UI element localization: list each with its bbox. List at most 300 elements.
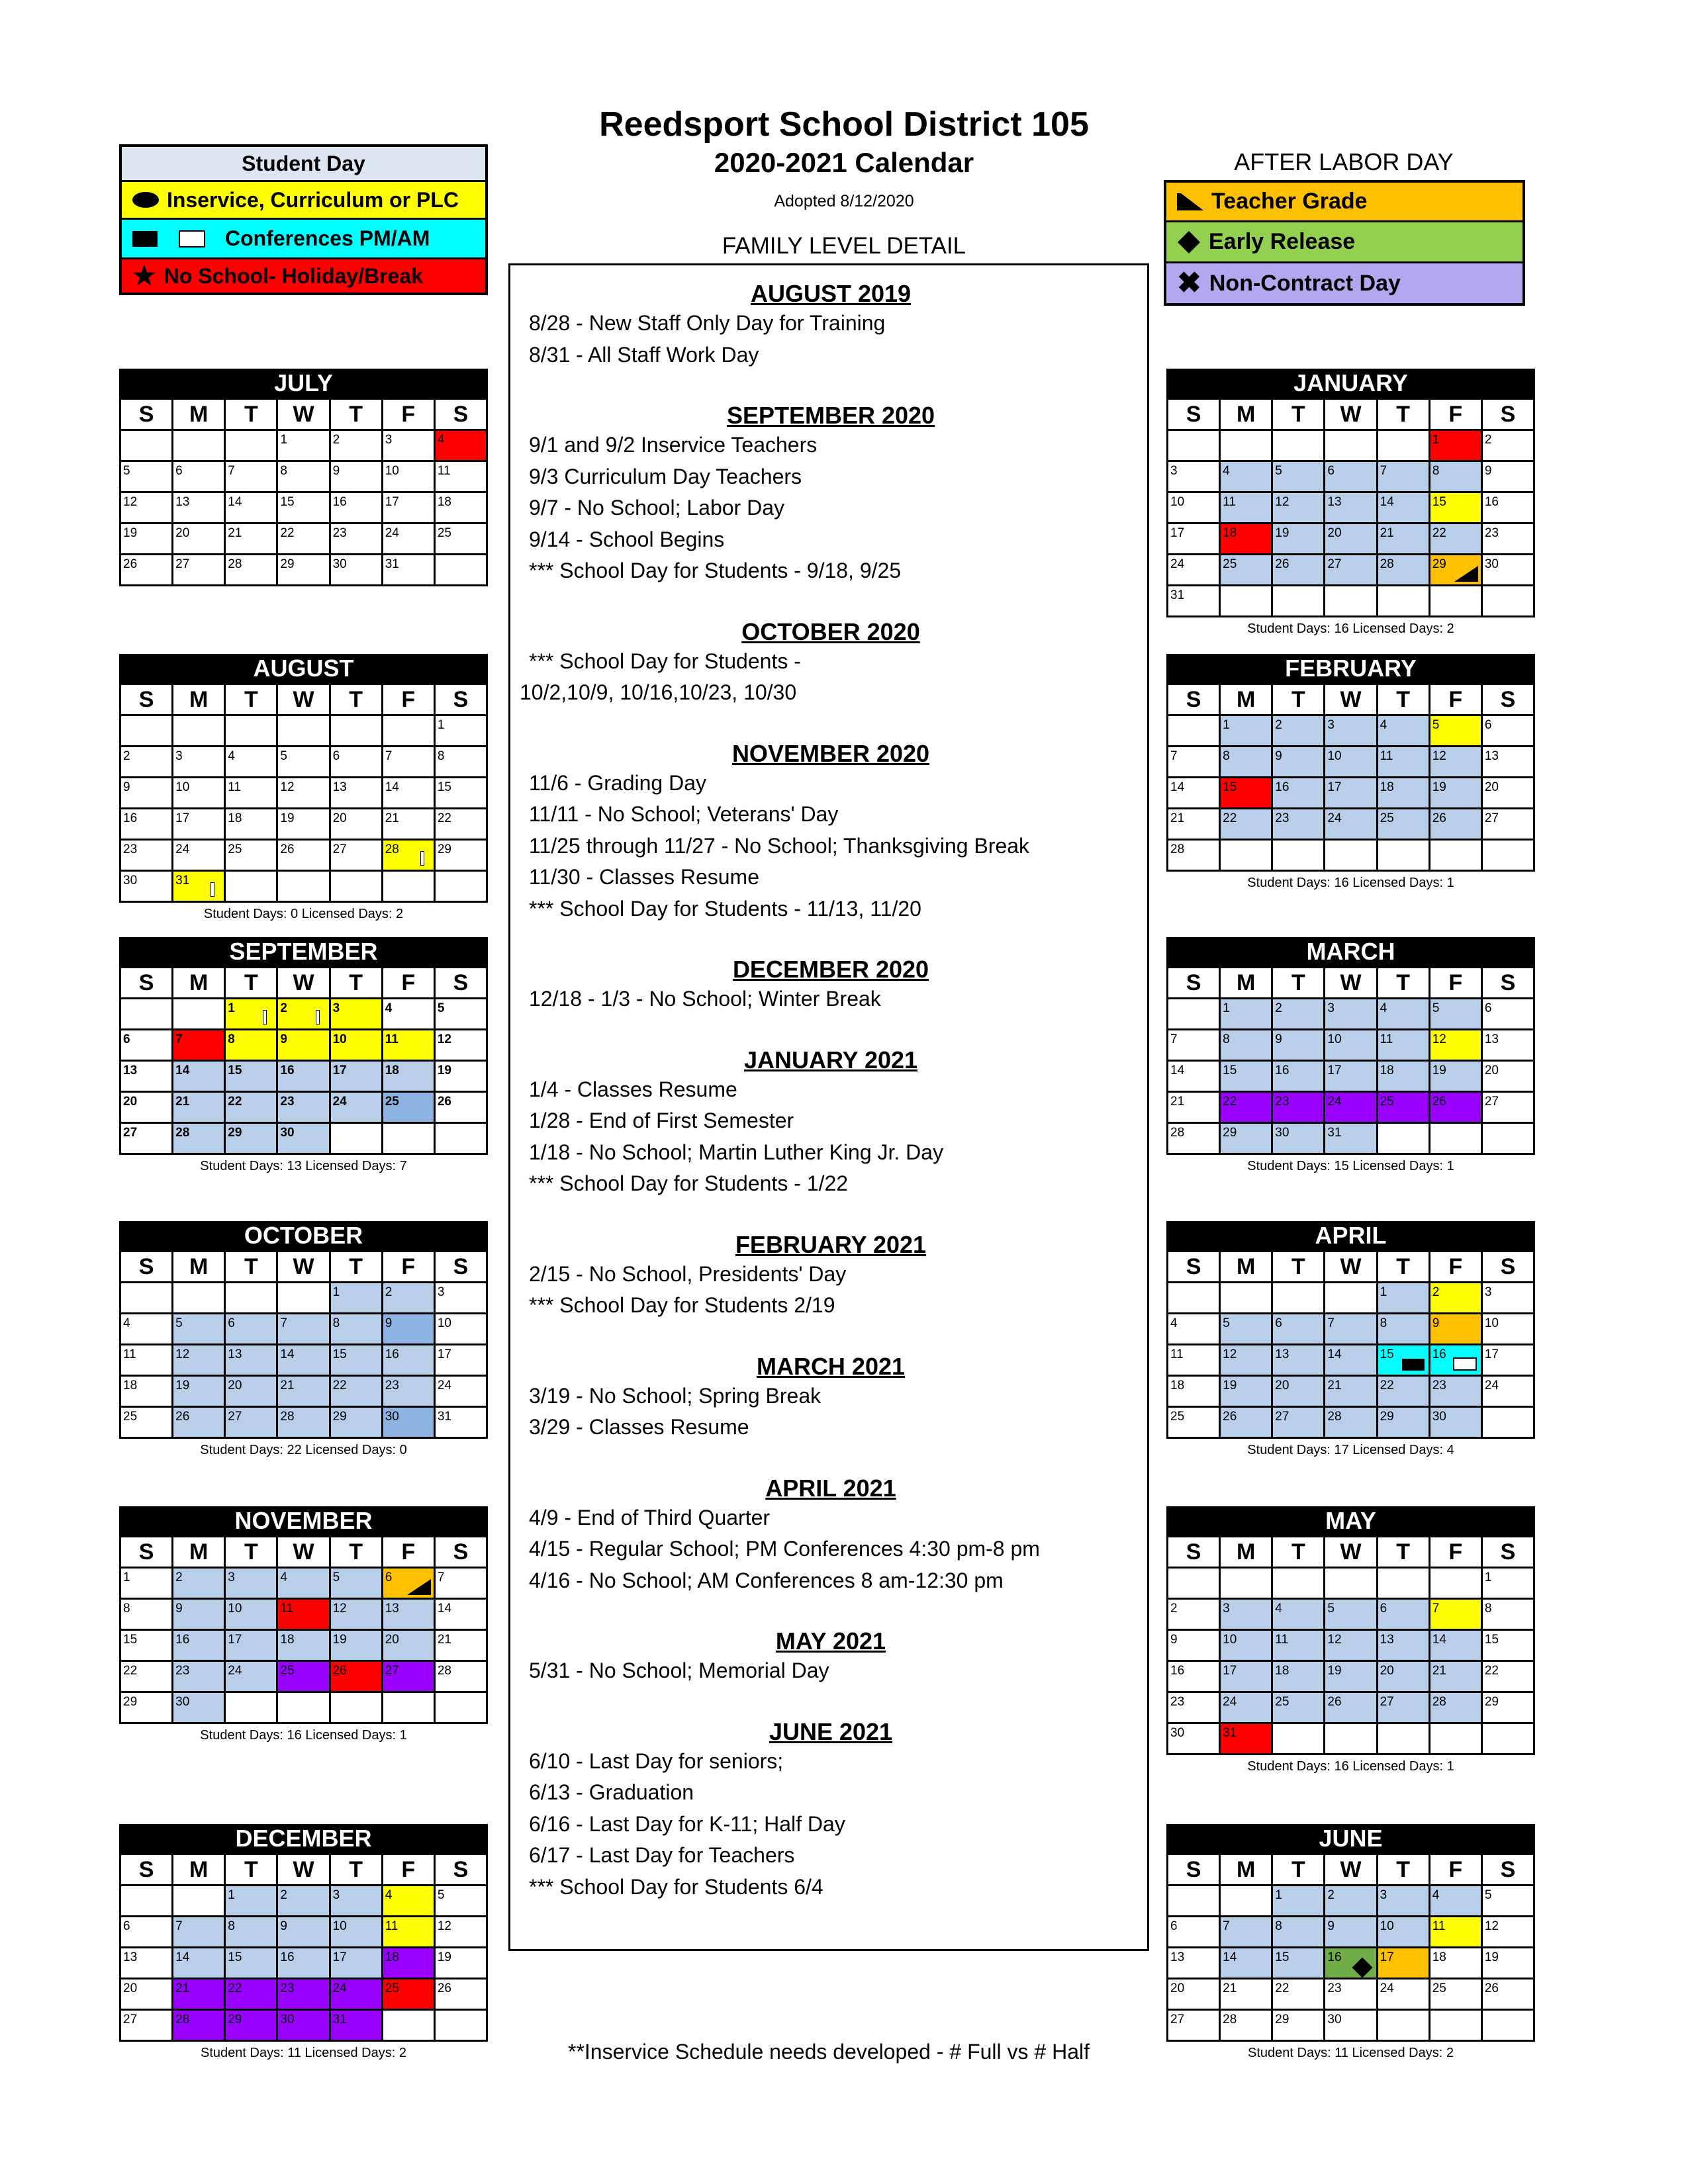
conference-boxes-icon: [132, 230, 205, 248]
day-cell: 1: [1221, 999, 1273, 1030]
day-cell: 28: [1221, 2011, 1273, 2042]
day-cell: [1273, 1724, 1325, 1755]
day-cell: 30: [1430, 1408, 1483, 1439]
day-cell: 9: [1168, 1631, 1221, 1662]
weekday-header: M: [173, 1537, 226, 1569]
day-cell: 15: [278, 493, 330, 524]
day-cell: 27: [1483, 809, 1535, 841]
day-cell: 4: [226, 747, 278, 778]
day-cell: [436, 1693, 488, 1724]
x-icon: ✖: [1177, 267, 1201, 299]
day-cell: 2: [1430, 1283, 1483, 1314]
weekday-header: S: [121, 1252, 173, 1283]
day-cell: 24: [331, 1093, 383, 1124]
day-cell: [121, 999, 173, 1030]
day-cell: 15: [1273, 1948, 1325, 1979]
weekday-header: S: [1483, 1537, 1535, 1569]
day-cell: 12: [1430, 747, 1483, 778]
day-cell: 17: [1325, 1062, 1378, 1093]
weekday-header: M: [173, 400, 226, 431]
day-cell: 16: [331, 493, 383, 524]
day-cell: 16: [121, 809, 173, 841]
star-icon: ★: [132, 261, 156, 291]
weekday-header: M: [1221, 968, 1273, 999]
day-cell: 3: [1483, 1283, 1535, 1314]
day-cell: 12: [1221, 1345, 1273, 1377]
day-cell: 27: [1378, 1693, 1430, 1724]
day-cell: 6: [173, 462, 226, 493]
day-cell: 7: [436, 1569, 488, 1600]
day-cell: 28: [383, 841, 436, 872]
day-cell: 1: [226, 999, 278, 1030]
weekday-header: F: [1430, 1537, 1483, 1569]
month-calendar-may: [1166, 1506, 1535, 1774]
day-cell: 21: [1378, 524, 1430, 555]
day-cell: 26: [1221, 1408, 1273, 1439]
day-cell: 20: [121, 1979, 173, 2011]
day-cell: 28: [1325, 1408, 1378, 1439]
month-grid: [119, 683, 488, 903]
day-cell: [121, 1283, 173, 1314]
weekday-header: W: [1325, 1252, 1378, 1283]
day-cell: 24: [1483, 1377, 1535, 1408]
district-title: Reedsport School District 105: [599, 105, 1089, 144]
day-cell: 2: [383, 1283, 436, 1314]
day-cell: 28: [278, 1408, 330, 1439]
day-cell: 2: [1483, 431, 1535, 462]
day-cell: 18: [436, 493, 488, 524]
detail-line: 6/16 - Last Day for K-11; Half Day: [529, 1811, 845, 1836]
day-cell: 21: [1168, 1093, 1221, 1124]
day-cell: 19: [1430, 1062, 1483, 1093]
weekday-header: F: [1430, 400, 1483, 431]
day-cell: [121, 716, 173, 747]
weekday-header: T: [1378, 685, 1430, 716]
day-cell: 20: [383, 1631, 436, 1662]
weekday-header: T: [1378, 1252, 1430, 1283]
day-cell: [383, 716, 436, 747]
day-cell: 28: [1378, 555, 1430, 586]
weekday-header: T: [1273, 685, 1325, 716]
day-cell: 23: [1325, 1979, 1378, 2011]
day-cell: 3: [331, 1886, 383, 1917]
day-cell: [1168, 1283, 1221, 1314]
weekday-header: S: [436, 1855, 488, 1886]
day-cell: 1: [1273, 1886, 1325, 1917]
day-cell: 4: [1168, 1314, 1221, 1345]
day-cell: 4: [383, 999, 436, 1030]
detail-line: 6/10 - Last Day for seniors;: [529, 1749, 784, 1773]
month-section-heading: SEPTEMBER 2020: [726, 402, 935, 429]
day-cell: 29: [278, 555, 330, 586]
day-cell: [1273, 1283, 1325, 1314]
day-cell: 5: [1430, 716, 1483, 747]
legend-item: [1166, 183, 1523, 222]
day-cell: 5: [173, 1314, 226, 1345]
month-section-heading: APRIL 2021: [765, 1474, 896, 1502]
day-cell: [1483, 1124, 1535, 1155]
day-cell: 17: [1221, 1662, 1273, 1693]
day-cell: 12: [278, 778, 330, 809]
day-cell: 10: [1483, 1314, 1535, 1345]
weekday-header: F: [1430, 1252, 1483, 1283]
day-cell: 13: [331, 778, 383, 809]
day-cell: 22: [1430, 524, 1483, 555]
day-cell: [1168, 716, 1221, 747]
detail-line: 9/3 Curriculum Day Teachers: [529, 464, 802, 488]
day-cell: 10: [1325, 1030, 1378, 1062]
day-cell: 15: [226, 1062, 278, 1093]
day-cell: 25: [1378, 1093, 1430, 1124]
day-cell: 25: [226, 841, 278, 872]
weekday-header: F: [383, 968, 436, 999]
weekday-header: S: [121, 1537, 173, 1569]
weekday-header: W: [278, 685, 330, 716]
day-cell: 16: [1273, 778, 1325, 809]
weekday-header: W: [278, 1252, 330, 1283]
month-grid: [1166, 1535, 1535, 1755]
day-cell: [1273, 586, 1325, 617]
day-cell: 16: [1483, 493, 1535, 524]
detail-line: 4/15 - Regular School; PM Conferences 4:30 pm-8 pm: [529, 1537, 1040, 1561]
day-cell: 24: [1221, 1693, 1273, 1724]
month-section-heading: OCTOBER 2020: [741, 617, 920, 645]
day-cell: 5: [436, 999, 488, 1030]
month-stats: Student Days: 17 Licensed Days: 4: [1247, 1443, 1454, 1457]
day-cell: [278, 716, 330, 747]
day-cell: [436, 2011, 488, 2042]
detail-line: *** School Day for Students - 9/18, 9/25: [529, 559, 902, 582]
day-cell: 13: [173, 493, 226, 524]
day-cell: 27: [331, 841, 383, 872]
day-cell: 22: [1221, 809, 1273, 841]
day-cell: 30: [1273, 1124, 1325, 1155]
day-cell: 29: [331, 1408, 383, 1439]
weekday-header: T: [1273, 400, 1325, 431]
day-cell: 4: [1378, 716, 1430, 747]
weekday-header: T: [226, 1855, 278, 1886]
day-cell: 9: [383, 1314, 436, 1345]
day-cell: 6: [1378, 1600, 1430, 1631]
day-cell: 23: [1273, 809, 1325, 841]
weekday-header: S: [121, 400, 173, 431]
day-cell: [1325, 431, 1378, 462]
day-cell: 22: [278, 524, 330, 555]
day-cell: 30: [278, 1124, 330, 1155]
day-cell: 2: [1168, 1600, 1221, 1631]
after-labor-day: AFTER LABOR DAY: [1234, 148, 1454, 175]
day-cell: 24: [331, 1979, 383, 2011]
day-cell: [226, 872, 278, 903]
day-cell: 23: [121, 841, 173, 872]
day-cell: 23: [278, 1979, 330, 2011]
day-cell: [331, 716, 383, 747]
weekday-header: S: [1483, 400, 1535, 431]
weekday-header: S: [436, 400, 488, 431]
day-cell: [383, 872, 436, 903]
weekday-header: T: [226, 400, 278, 431]
month-stats: Student Days: 11 Licensed Days: 2: [201, 2046, 406, 2060]
day-cell: 28: [226, 555, 278, 586]
day-cell: 29: [436, 841, 488, 872]
day-cell: 8: [278, 462, 330, 493]
day-cell: 25: [383, 1979, 436, 2011]
month-section-heading: JUNE 2021: [769, 1717, 893, 1745]
legend-label: Conferences PM/AM: [225, 226, 430, 250]
day-cell: 14: [1325, 1345, 1378, 1377]
day-cell: [1430, 841, 1483, 872]
weekday-header: T: [1273, 1855, 1325, 1886]
weekday-header: W: [1325, 1537, 1378, 1569]
day-cell: 17: [226, 1631, 278, 1662]
day-cell: [1221, 1569, 1273, 1600]
day-cell: 1: [278, 431, 330, 462]
day-cell: 18: [226, 809, 278, 841]
day-cell: [173, 431, 226, 462]
day-cell: 29: [226, 1124, 278, 1155]
weekday-header: S: [1168, 968, 1221, 999]
weekday-header: T: [1273, 968, 1325, 999]
day-cell: 14: [1378, 493, 1430, 524]
day-cell: [1378, 841, 1430, 872]
day-cell: 6: [1483, 999, 1535, 1030]
weekday-header: S: [121, 968, 173, 999]
weekday-header: T: [1273, 1252, 1325, 1283]
weekday-header: M: [1221, 1855, 1273, 1886]
day-cell: 25: [383, 1093, 436, 1124]
month-name: MARCH: [1166, 937, 1535, 966]
day-cell: 29: [1221, 1124, 1273, 1155]
day-cell: 4: [278, 1569, 330, 1600]
day-cell: 13: [121, 1062, 173, 1093]
day-cell: 11: [226, 778, 278, 809]
day-cell: [1221, 586, 1273, 617]
weekday-header: S: [1483, 1855, 1535, 1886]
weekday-header: T: [226, 1537, 278, 1569]
day-cell: [331, 1124, 383, 1155]
month-calendar-june: [1166, 1824, 1535, 2061]
weekday-header: W: [278, 400, 330, 431]
day-cell: 15: [1221, 1062, 1273, 1093]
month-calendar-october: [119, 1221, 488, 1458]
day-cell: 20: [226, 1377, 278, 1408]
detail-line: 1/18 - No School; Martin Luther King Jr. Day: [529, 1140, 944, 1164]
weekday-header: S: [436, 1537, 488, 1569]
legend-label: Non-Contract Day: [1209, 270, 1401, 296]
day-cell: 5: [1430, 999, 1483, 1030]
month-name: JANUARY: [1166, 369, 1535, 398]
detail-line: *** School Day for Students 6/4: [529, 1874, 823, 1899]
weekday-header: T: [1273, 1537, 1325, 1569]
month-grid: [1166, 398, 1535, 617]
month-name: AUGUST: [119, 654, 488, 683]
detail-line: 3/29 - Classes Resume: [529, 1415, 749, 1439]
month-grid: [1166, 683, 1535, 872]
month-name: DECEMBER: [119, 1824, 488, 1853]
day-cell: 6: [1325, 462, 1378, 493]
day-cell: 18: [121, 1377, 173, 1408]
day-cell: 31: [331, 2011, 383, 2042]
detail-line: 6/17 - Last Day for Teachers: [529, 1843, 795, 1867]
detail-line: 4/9 - End of Third Quarter: [529, 1505, 771, 1529]
day-cell: 19: [436, 1062, 488, 1093]
month-name: JULY: [119, 369, 488, 398]
day-cell: 16: [278, 1948, 330, 1979]
day-cell: 7: [383, 747, 436, 778]
day-cell: 25: [1273, 1693, 1325, 1724]
legend-item: [122, 147, 485, 182]
day-cell: 12: [331, 1600, 383, 1631]
day-cell: [1325, 1724, 1378, 1755]
day-cell: 13: [1325, 493, 1378, 524]
weekday-header: F: [383, 1855, 436, 1886]
day-cell: 12: [1325, 1631, 1378, 1662]
adopted-date: Adopted 8/12/2020: [774, 192, 914, 210]
day-cell: 13: [121, 1948, 173, 1979]
legend-label: Inservice, Curriculum or PLC: [167, 187, 459, 212]
day-cell: 20: [1483, 1062, 1535, 1093]
month-stats: Student Days: 16 Licensed Days: 1: [200, 1728, 407, 1743]
day-cell: 12: [436, 1917, 488, 1948]
day-cell: 4: [1221, 462, 1273, 493]
day-cell: 7: [173, 1917, 226, 1948]
detail-line: 5/31 - No School; Memorial Day: [529, 1659, 829, 1682]
day-cell: 15: [226, 1948, 278, 1979]
day-cell: [331, 872, 383, 903]
day-cell: 12: [1483, 1917, 1535, 1948]
day-cell: 14: [1221, 1948, 1273, 1979]
day-cell: 27: [226, 1408, 278, 1439]
day-cell: 20: [1378, 1662, 1430, 1693]
day-cell: [1168, 431, 1221, 462]
month-name: MAY: [1166, 1506, 1535, 1535]
day-cell: 16: [1168, 1662, 1221, 1693]
day-cell: 19: [1221, 1377, 1273, 1408]
day-cell: 9: [278, 1917, 330, 1948]
day-cell: 5: [436, 1886, 488, 1917]
day-cell: 5: [1273, 462, 1325, 493]
day-cell: 21: [278, 1377, 330, 1408]
day-cell: 16: [278, 1062, 330, 1093]
day-cell: 19: [331, 1631, 383, 1662]
month-stats: Student Days: 16 Licensed Days: 1: [1247, 1759, 1454, 1774]
detail-line: 6/13 - Graduation: [529, 1780, 694, 1804]
day-cell: 2: [278, 999, 330, 1030]
day-cell: 23: [1168, 1693, 1221, 1724]
weekday-header: S: [1483, 968, 1535, 999]
day-cell: 3: [331, 999, 383, 1030]
day-cell: 10: [226, 1600, 278, 1631]
day-cell: 8: [226, 1030, 278, 1062]
day-cell: 9: [121, 778, 173, 809]
day-cell: [173, 1886, 226, 1917]
weekday-header: W: [278, 968, 330, 999]
day-cell: 23: [1430, 1377, 1483, 1408]
legend-right: [1164, 180, 1525, 306]
day-cell: 2: [278, 1886, 330, 1917]
detail-line: 11/30 - Classes Resume: [529, 865, 759, 889]
weekday-header: S: [121, 685, 173, 716]
month-stats: Student Days: 11 Licensed Days: 2: [1248, 2046, 1454, 2060]
day-cell: [226, 431, 278, 462]
day-cell: 10: [1378, 1917, 1430, 1948]
day-cell: 20: [1168, 1979, 1221, 2011]
weekday-header: T: [1378, 1855, 1430, 1886]
day-cell: 3: [226, 1569, 278, 1600]
day-cell: 9: [1273, 747, 1325, 778]
day-cell: 3: [173, 747, 226, 778]
day-cell: 7: [1430, 1600, 1483, 1631]
day-cell: [173, 716, 226, 747]
month-calendar-january: [1166, 369, 1535, 637]
family-detail-panel: [508, 263, 1149, 1951]
day-cell: 6: [1168, 1917, 1221, 1948]
day-cell: 19: [278, 809, 330, 841]
day-cell: 24: [1325, 1093, 1378, 1124]
day-cell: 28: [1168, 1124, 1221, 1155]
weekday-header: W: [1325, 1855, 1378, 1886]
day-cell: [1325, 1283, 1378, 1314]
day-cell: 18: [383, 1062, 436, 1093]
day-cell: 1: [436, 716, 488, 747]
detail-line: 4/16 - No School; AM Conferences 8 am-12:30 pm: [529, 1568, 1004, 1592]
day-cell: 20: [173, 524, 226, 555]
day-cell: 26: [436, 1093, 488, 1124]
month-grid: [1166, 1853, 1535, 2042]
month-grid: [1166, 1250, 1535, 1439]
day-cell: 18: [1273, 1662, 1325, 1693]
day-cell: 26: [436, 1979, 488, 2011]
month-calendar-december: [119, 1824, 488, 2061]
footer-note: **Inservice Schedule needs developed - # Full vs # Half: [568, 2040, 1090, 2064]
day-cell: [173, 999, 226, 1030]
day-cell: 4: [436, 431, 488, 462]
day-cell: 10: [436, 1314, 488, 1345]
weekday-header: M: [1221, 685, 1273, 716]
day-cell: 17: [1378, 1948, 1430, 1979]
legend-item: [1166, 222, 1523, 263]
day-cell: 26: [1273, 555, 1325, 586]
month-section-heading: DECEMBER 2020: [732, 956, 929, 983]
day-cell: 10: [331, 1030, 383, 1062]
calendar-title: 2020-2021 Calendar: [714, 147, 974, 178]
detail-line: *** School Day for Students -: [529, 649, 801, 673]
legend-label: Early Release: [1209, 229, 1356, 254]
legend-item: [122, 182, 485, 220]
day-cell: 6: [1483, 716, 1535, 747]
day-cell: 13: [1273, 1345, 1325, 1377]
day-cell: 16: [173, 1631, 226, 1662]
day-cell: 4: [1378, 999, 1430, 1030]
day-cell: 27: [1483, 1093, 1535, 1124]
day-cell: 12: [1430, 1030, 1483, 1062]
weekday-header: M: [173, 968, 226, 999]
day-cell: 10: [383, 462, 436, 493]
day-cell: 8: [1483, 1600, 1535, 1631]
day-cell: 22: [1273, 1979, 1325, 2011]
day-cell: 10: [173, 778, 226, 809]
day-cell: 30: [278, 2011, 330, 2042]
day-cell: [1430, 2011, 1483, 2042]
day-cell: 1: [1378, 1283, 1430, 1314]
day-cell: [436, 872, 488, 903]
detail-line: 8/28 - New Staff Only Day for Training: [529, 311, 886, 335]
day-cell: 9: [1325, 1917, 1378, 1948]
month-name: FEBRUARY: [1166, 654, 1535, 683]
month-calendar-august: [119, 654, 488, 922]
day-cell: 20: [1273, 1377, 1325, 1408]
weekday-header: T: [331, 400, 383, 431]
